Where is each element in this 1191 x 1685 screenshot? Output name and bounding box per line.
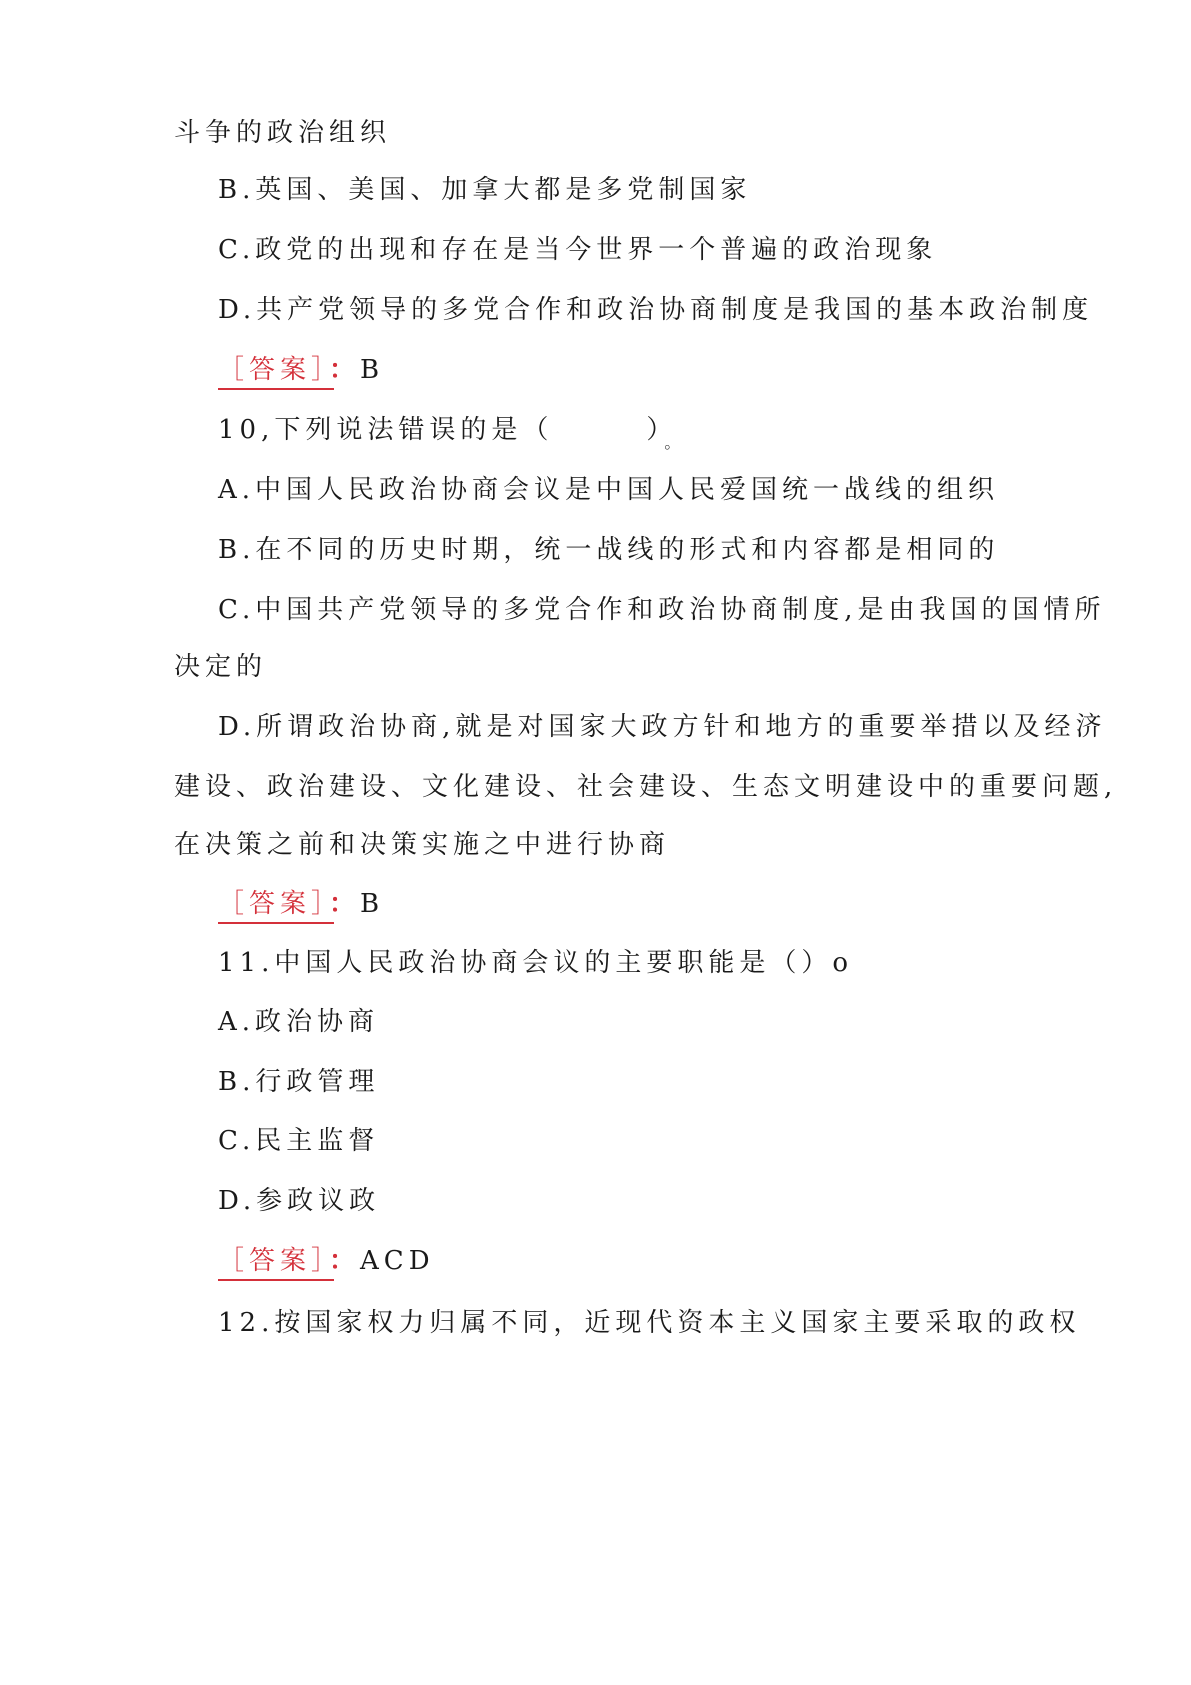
answer-colon: ：	[329, 1246, 361, 1276]
answer-value: B	[360, 355, 385, 385]
answer-colon: ：	[329, 355, 361, 385]
question-10-stem	[218, 413, 680, 450]
answer-underline	[218, 388, 334, 390]
question-10-option-c-line1: C.中国共产党领导的多党合作和政治协商制度,是由我国的国情所	[218, 595, 1106, 625]
answer-11	[218, 1244, 435, 1278]
question-10-option-d-line2: 建设、政治建设、文化建设、社会建设、生态文明建设中的重要问题,	[174, 772, 1118, 802]
question-11-option-c: C.民主监督	[218, 1126, 380, 1156]
answer-label: ［答案］	[218, 889, 330, 919]
answer-label: ［答案］	[218, 1246, 330, 1276]
question-11-option-a: A.政治协商	[218, 1007, 380, 1037]
answer-9	[218, 353, 384, 387]
question-10-option-a: A.中国人民政治协商会议是中国人民爱国统一战线的组织	[218, 475, 1000, 505]
question-10-text: 10,下列说法错误的是（ ）	[218, 415, 665, 445]
question-10-option-b: B.在不同的历史时期，统一战线的形式和内容都是相同的	[218, 535, 1000, 565]
question-10-option-c-line2: 决定的	[174, 652, 268, 682]
question-10-period: 。	[664, 433, 681, 452]
question-11-option-d: D.参政议政	[218, 1186, 381, 1216]
question-11-stem: 11.中国人民政治协商会议的主要职能是（）o	[218, 948, 854, 978]
answer-value: B	[360, 889, 385, 919]
answer-colon: ：	[329, 889, 361, 919]
answer-underline	[218, 1279, 334, 1281]
question-9-stem-tail: 斗争的政治组织	[174, 118, 392, 148]
answer-10	[218, 887, 384, 921]
answer-value: ACD	[360, 1246, 435, 1276]
question-12-stem: 12.按国家权力归属不同，近现代资本主义国家主要采取的政权	[218, 1308, 1081, 1338]
question-9-option-c: C.政党的出现和存在是当今世界一个普遍的政治现象	[218, 235, 938, 265]
question-10-option-d-line1: D.所谓政治协商,就是对国家大政方针和地方的重要举措以及经济	[218, 712, 1107, 742]
question-10-option-d-line3: 在决策之前和决策实施之中进行协商	[174, 830, 671, 860]
question-11-option-b: B.行政管理	[218, 1067, 380, 1097]
answer-label: ［答案］	[218, 355, 330, 385]
question-9-option-d: D.共产党领导的多党合作和政治协商制度是我国的基本政治制度	[218, 295, 1094, 325]
answer-underline	[218, 922, 334, 924]
question-9-option-b: B.英国、美国、加拿大都是多党制国家	[218, 175, 752, 205]
